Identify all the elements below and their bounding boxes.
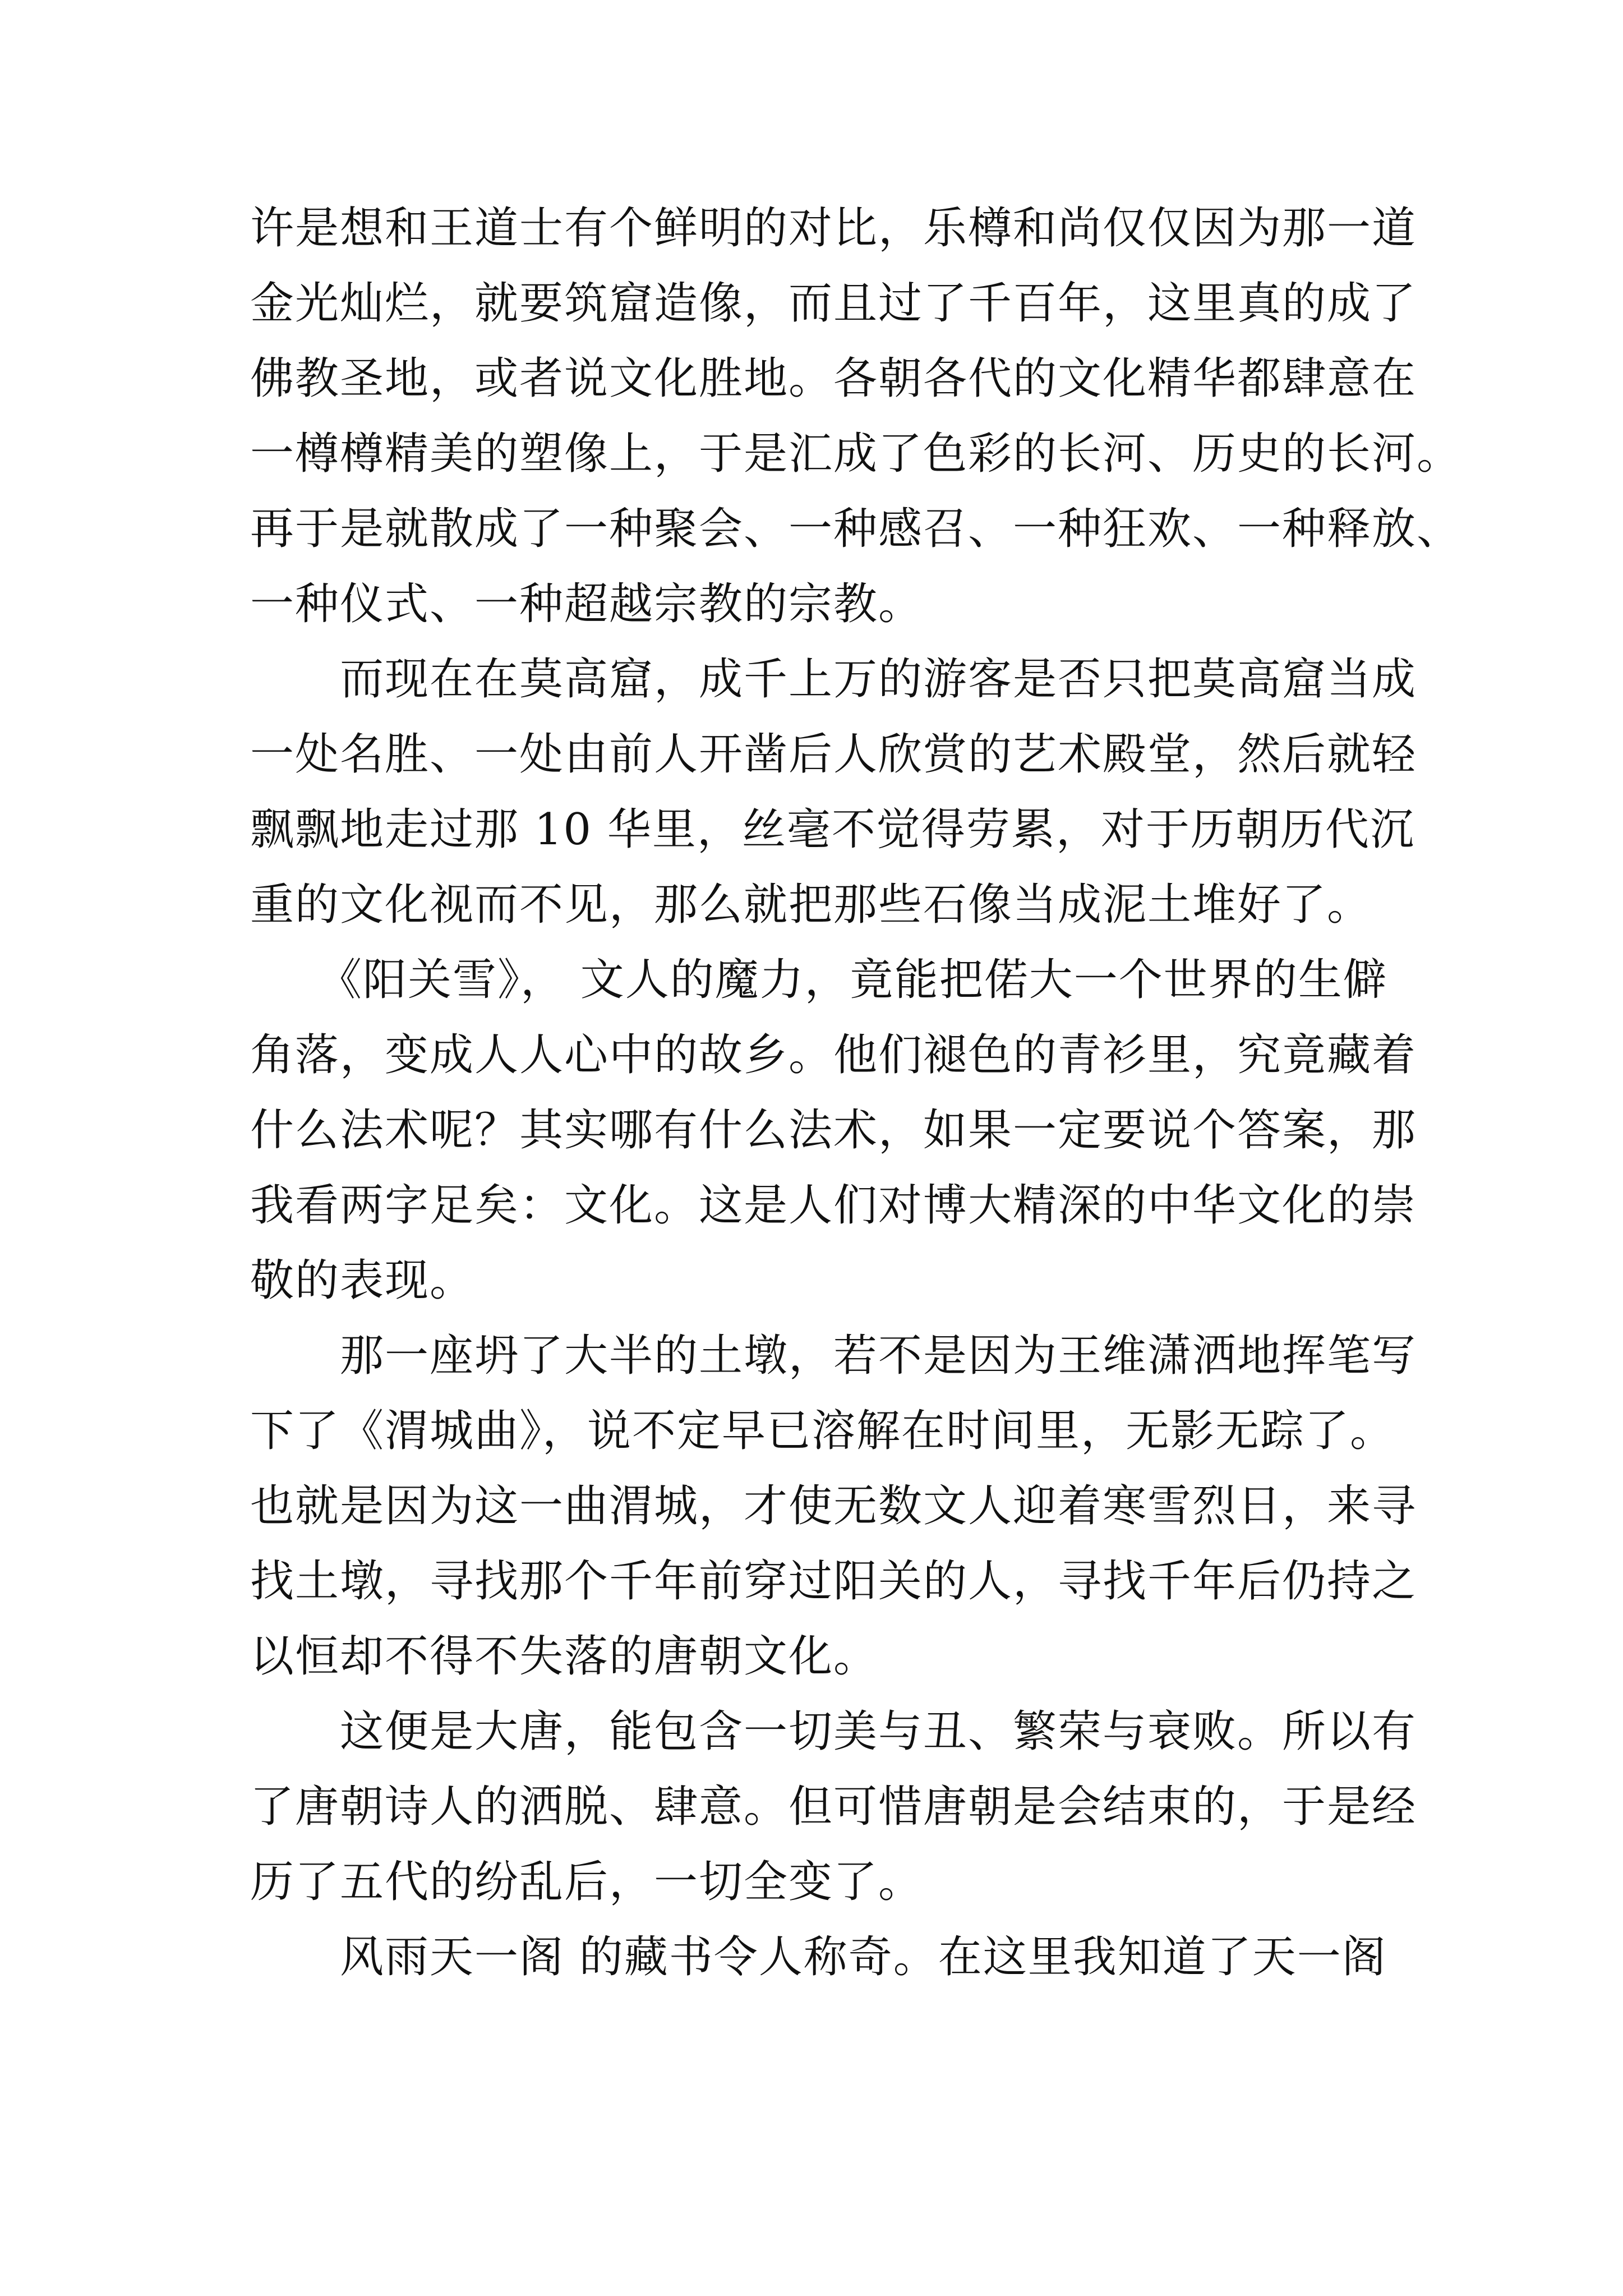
- text-line: 以恒却不得不失落的唐朝文化。: [250, 1631, 879, 1682]
- text-line: 佛教圣地，或者说文化胜地。各朝各代的文化精华都肆意在: [250, 353, 1417, 404]
- text-line: 历了五代的纷乱后，一切全变了。: [250, 1857, 924, 1907]
- text-line: 角落，变成人人心中的故乡。他们褪色的青衫里，究竟藏着: [250, 1030, 1417, 1080]
- text-line: 《阳关雪》， 文人的魔力，竟能把偌大一个世界的生僻: [250, 955, 1388, 1005]
- text-line: 这便是大唐，能包含一切美与丑、繁荣与衰败。所以有: [250, 1706, 1417, 1757]
- text-line: 一处名胜、一处由前人开凿后人欣赏的艺术殿堂，然后就轻: [250, 729, 1417, 780]
- text-line: 风雨天一阁 的藏书令人称奇。在这里我知道了天一阁: [250, 1932, 1387, 1982]
- text-line: 再于是就散成了一种聚会、一种感召、一种狂欢、一种释放、: [250, 504, 1462, 554]
- text-line: 什么法术呢？其实哪有什么法术，如果一定要说个答案，那: [250, 1105, 1417, 1156]
- text-line: 那一座坍了大半的土墩，若不是因为王维潇洒地挥笔写: [250, 1331, 1417, 1381]
- body-text: [250, 191, 1462, 1995]
- text-line: 我看两字足矣：文化。这是人们对博大精深的中华文化的崇: [250, 1180, 1417, 1231]
- text-line: 了唐朝诗人的洒脱、肆意。但可惜唐朝是会结束的，于是经: [250, 1782, 1417, 1832]
- text-line: 飘飘地走过那 10 华里，丝毫不觉得劳累，对于历朝历代沉: [250, 804, 1415, 855]
- text-line: 而现在在莫高窟，成千上万的游客是否只把莫高窟当成: [250, 654, 1417, 705]
- text-line: 重的文化视而不见，那么就把那些石像当成泥土堆好了。: [250, 880, 1372, 930]
- text-line: 一种仪式、一种超越宗教的宗教。: [250, 579, 924, 629]
- text-line: 金光灿烂，就要筑窟造像，而且过了千百年，这里真的成了: [250, 278, 1417, 329]
- text-line: 敬的表现。: [250, 1255, 475, 1306]
- text-line: 下了《渭城曲》，说不定早已溶解在时间里，无影无踪了。: [250, 1406, 1395, 1456]
- text-line: 一樽樽精美的塑像上，于是汇成了色彩的长河、历史的长河。: [250, 429, 1462, 479]
- text-line: 也就是因为这一曲渭城，才使无数文人迎着寒雪烈日，来寻: [250, 1481, 1417, 1531]
- text-line: 许是想和王道士有个鲜明的对比，乐樽和尚仅仅因为那一道: [250, 203, 1417, 254]
- text-line: 找土墩，寻找那个千年前穿过阳关的人，寻找千年后仍持之: [250, 1556, 1417, 1607]
